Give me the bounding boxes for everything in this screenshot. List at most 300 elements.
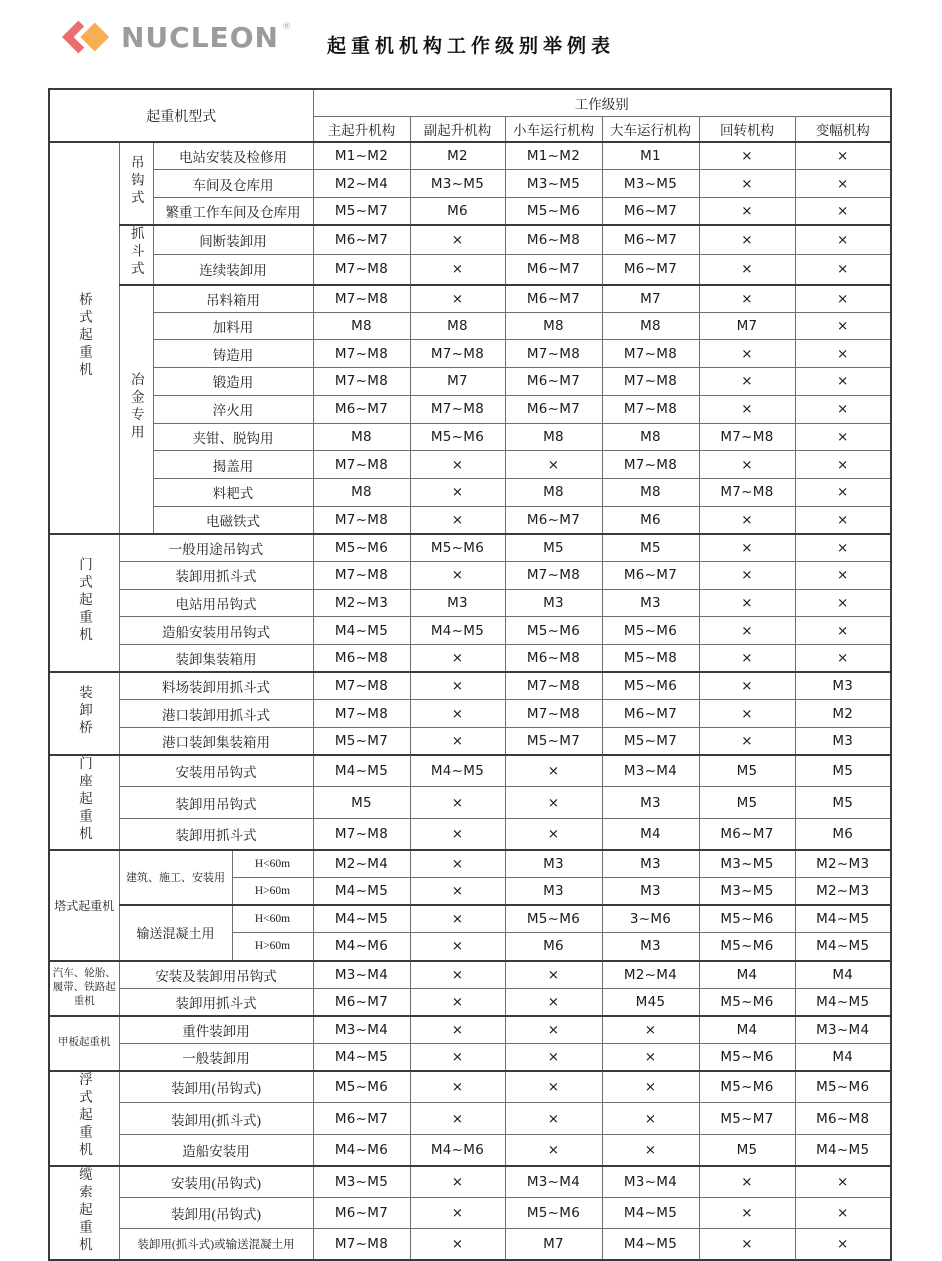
level-value-cell: M5: [505, 534, 602, 562]
level-value-cell: M7~M8: [699, 478, 795, 506]
level-value-cell: ×: [795, 170, 891, 198]
level-value-cell: M5~M6: [505, 1197, 602, 1229]
level-value-cell: ×: [410, 285, 505, 313]
level-value-cell: ×: [505, 818, 602, 850]
level-value-cell: M6~M8: [505, 225, 602, 255]
level-value-cell: M3~M5: [505, 170, 602, 198]
level-value-cell: ×: [410, 1103, 505, 1135]
header-row-1: [49, 89, 891, 116]
level-value-cell: ×: [505, 1134, 602, 1166]
use-label: 吊料箱用: [153, 285, 313, 313]
use-label: 造船安装用吊钩式: [119, 617, 313, 645]
level-value-cell: ×: [505, 961, 602, 989]
table-row: [49, 1044, 891, 1072]
level-value-cell: ×: [505, 755, 602, 787]
column-header: 副起升机构: [410, 116, 505, 142]
level-value-cell: ×: [410, 478, 505, 506]
column-header: 回转机构: [699, 116, 795, 142]
level-value-cell: M7~M8: [313, 506, 410, 534]
use-label: H>60m: [232, 877, 313, 905]
level-value-cell: M7~M8: [313, 451, 410, 479]
level-value-cell: M4: [795, 1044, 891, 1072]
level-value-cell: ×: [699, 285, 795, 313]
level-value-cell: M5~M7: [313, 728, 410, 756]
level-value-cell: ×: [410, 1071, 505, 1103]
table-row: [49, 961, 891, 989]
level-value-cell: ×: [699, 617, 795, 645]
subtype-label: 建筑、施工、安装用: [119, 850, 232, 905]
level-value-cell: M2~M3: [795, 850, 891, 878]
level-value-cell: M7: [699, 312, 795, 340]
level-value-cell: M5~M6: [699, 905, 795, 933]
level-value-cell: M7~M8: [313, 368, 410, 396]
use-label: H<60m: [232, 850, 313, 878]
level-value-cell: M4~M6: [313, 1134, 410, 1166]
level-value-cell: M8: [313, 478, 410, 506]
use-label: 连续装卸用: [153, 255, 313, 285]
level-value-cell: M45: [602, 988, 699, 1016]
level-value-cell: ×: [699, 255, 795, 285]
level-value-cell: M6: [410, 197, 505, 225]
level-value-cell: ×: [410, 818, 505, 850]
level-value-cell: M7~M8: [602, 451, 699, 479]
level-value-cell: M4: [699, 1016, 795, 1044]
level-value-cell: ×: [699, 645, 795, 673]
level-value-cell: M3~M4: [505, 1166, 602, 1198]
use-label: 繁重工作车间及仓库用: [153, 197, 313, 225]
table-row: [49, 905, 891, 933]
level-value-cell: M5~M6: [699, 988, 795, 1016]
level-value-cell: M6~M7: [313, 1103, 410, 1135]
level-value-cell: M5: [699, 787, 795, 819]
level-value-cell: ×: [410, 787, 505, 819]
level-value-cell: M6: [602, 506, 699, 534]
level-value-cell: M4~M5: [795, 933, 891, 961]
level-value-cell: M8: [313, 423, 410, 451]
level-value-cell: M2~M4: [313, 170, 410, 198]
level-value-cell: ×: [795, 617, 891, 645]
level-value-cell: M2~M3: [795, 877, 891, 905]
use-label: 电站用吊钩式: [119, 589, 313, 617]
table-body: [49, 142, 891, 1260]
level-value-cell: M3: [602, 850, 699, 878]
level-value-cell: ×: [505, 1044, 602, 1072]
level-value-cell: M3: [602, 933, 699, 961]
level-value-cell: M5~M6: [699, 1071, 795, 1103]
use-label: 揭盖用: [153, 451, 313, 479]
level-value-cell: M5: [699, 1134, 795, 1166]
level-value-cell: ×: [795, 142, 891, 170]
use-label: 安装用吊钩式: [119, 755, 313, 787]
level-value-cell: ×: [410, 905, 505, 933]
level-value-cell: M7~M8: [602, 340, 699, 368]
level-value-cell: ×: [795, 255, 891, 285]
level-value-cell: M7: [602, 285, 699, 313]
level-value-cell: ×: [410, 451, 505, 479]
level-value-cell: ×: [602, 1044, 699, 1072]
level-value-cell: ×: [795, 506, 891, 534]
level-value-cell: M5~M6: [313, 1071, 410, 1103]
level-value-cell: ×: [795, 451, 891, 479]
level-value-cell: M1~M2: [313, 142, 410, 170]
level-value-cell: M3: [795, 672, 891, 700]
level-value-cell: M7~M8: [699, 423, 795, 451]
level-value-cell: M4~M5: [313, 755, 410, 787]
table-row: [49, 589, 891, 617]
level-value-cell: ×: [410, 933, 505, 961]
use-label: 装卸集装箱用: [119, 645, 313, 673]
use-label: 淬火用: [153, 395, 313, 423]
level-value-cell: ×: [410, 988, 505, 1016]
column-header: 小车运行机构: [505, 116, 602, 142]
subtype-label: 输送混凝土用: [119, 905, 232, 960]
use-label: 加料用: [153, 312, 313, 340]
table-row: [49, 142, 891, 170]
level-value-cell: ×: [699, 534, 795, 562]
level-value-cell: ×: [795, 478, 891, 506]
level-value-cell: ×: [699, 1166, 795, 1198]
level-value-cell: M3~M5: [699, 850, 795, 878]
use-label: 一般用途吊钩式: [119, 534, 313, 562]
level-value-cell: M5~M6: [699, 1044, 795, 1072]
use-label: 装卸用抓斗式: [119, 988, 313, 1016]
table-row: [49, 534, 891, 562]
level-value-cell: M3~M4: [602, 1166, 699, 1198]
subtype-label: 抓斗式: [119, 225, 153, 285]
level-value-cell: ×: [795, 312, 891, 340]
level-value-cell: M7~M8: [313, 255, 410, 285]
level-value-cell: ×: [410, 1229, 505, 1261]
table-row: [49, 787, 891, 819]
level-value-cell: M5~M6: [505, 905, 602, 933]
table-row: [49, 700, 891, 728]
level-value-cell: M5: [699, 755, 795, 787]
level-value-cell: M3~M5: [410, 170, 505, 198]
level-value-cell: M4: [699, 961, 795, 989]
use-label: 安装用(吊钩式): [119, 1166, 313, 1198]
use-label: 装卸用(吊钩式): [119, 1071, 313, 1103]
use-label: 锻造用: [153, 368, 313, 396]
table-row: [49, 368, 891, 396]
level-value-cell: M6: [795, 818, 891, 850]
table-head: [49, 89, 891, 142]
level-value-cell: M3: [410, 589, 505, 617]
level-value-cell: M3: [505, 589, 602, 617]
table-row: [49, 225, 891, 255]
level-header: 工作级别: [313, 89, 891, 116]
use-label: 夹钳、脱钩用: [153, 423, 313, 451]
level-value-cell: ×: [795, 645, 891, 673]
level-value-cell: M5~M7: [313, 197, 410, 225]
use-label: 车间及仓库用: [153, 170, 313, 198]
level-value-cell: M7~M8: [410, 340, 505, 368]
level-value-cell: 3~M6: [602, 905, 699, 933]
level-value-cell: M8: [313, 312, 410, 340]
table-row: [49, 423, 891, 451]
level-value-cell: ×: [795, 395, 891, 423]
use-label: 料耙式: [153, 478, 313, 506]
level-value-cell: M7~M8: [313, 285, 410, 313]
use-label: 装卸用抓斗式: [119, 818, 313, 850]
table-row: [49, 340, 891, 368]
level-value-cell: M7: [505, 1229, 602, 1261]
level-value-cell: M4~M5: [602, 1197, 699, 1229]
level-value-cell: ×: [699, 700, 795, 728]
crane-type-label: 汽车、轮胎、履带、铁路起重机: [49, 961, 119, 1016]
subtype-label: 吊钩式: [119, 142, 153, 225]
level-value-cell: ×: [699, 1197, 795, 1229]
level-value-cell: M5~M6: [602, 672, 699, 700]
level-value-cell: M5~M6: [505, 617, 602, 645]
level-value-cell: ×: [410, 877, 505, 905]
level-value-cell: M4: [795, 961, 891, 989]
use-label: 电磁铁式: [153, 506, 313, 534]
table-row: [49, 478, 891, 506]
level-value-cell: M6~M7: [602, 225, 699, 255]
level-value-cell: M7~M8: [505, 340, 602, 368]
level-value-cell: M6~M8: [505, 645, 602, 673]
level-value-cell: M8: [602, 423, 699, 451]
level-value-cell: M2~M3: [313, 589, 410, 617]
level-value-cell: ×: [795, 197, 891, 225]
level-value-cell: M8: [505, 312, 602, 340]
use-label: 铸造用: [153, 340, 313, 368]
level-value-cell: ×: [410, 255, 505, 285]
level-value-cell: M4~M5: [410, 617, 505, 645]
use-label: 装卸用(抓斗式): [119, 1103, 313, 1135]
level-value-cell: ×: [699, 451, 795, 479]
level-value-cell: M8: [410, 312, 505, 340]
level-value-cell: M5: [313, 787, 410, 819]
level-value-cell: ×: [410, 672, 505, 700]
level-value-cell: M5~M6: [699, 933, 795, 961]
page-header: [0, 0, 942, 88]
level-value-cell: ×: [699, 561, 795, 589]
use-label: 电站安装及检修用: [153, 142, 313, 170]
table-row: [49, 1197, 891, 1229]
level-value-cell: ×: [602, 1016, 699, 1044]
use-label: 装卸用(抓斗式)或输送混凝土用: [119, 1229, 313, 1261]
level-value-cell: M5~M6: [505, 197, 602, 225]
level-value-cell: M6~M7: [313, 225, 410, 255]
level-value-cell: M4~M5: [313, 1044, 410, 1072]
crane-type-label: 浮式起重机: [49, 1071, 119, 1166]
level-value-cell: M6~M7: [505, 506, 602, 534]
crane-type-label: 门座起重机: [49, 755, 119, 850]
level-value-cell: M7~M8: [313, 818, 410, 850]
level-value-cell: ×: [410, 1197, 505, 1229]
level-value-cell: M3: [795, 728, 891, 756]
level-value-cell: M7~M8: [505, 672, 602, 700]
table-row: [49, 850, 891, 878]
level-value-cell: ×: [699, 197, 795, 225]
level-value-cell: M3~M5: [313, 1166, 410, 1198]
level-value-cell: M7~M8: [313, 700, 410, 728]
level-value-cell: M5~M6: [795, 1071, 891, 1103]
level-value-cell: M6~M7: [313, 1197, 410, 1229]
level-value-cell: ×: [795, 534, 891, 562]
table-row: [49, 1229, 891, 1261]
level-value-cell: M7: [410, 368, 505, 396]
level-value-cell: M3: [602, 877, 699, 905]
level-value-cell: M6~M8: [313, 645, 410, 673]
level-value-cell: M3~M4: [795, 1016, 891, 1044]
level-value-cell: M7~M8: [313, 672, 410, 700]
use-label: 料场装卸用抓斗式: [119, 672, 313, 700]
level-value-cell: ×: [410, 1044, 505, 1072]
level-value-cell: ×: [699, 395, 795, 423]
level-value-cell: M8: [505, 423, 602, 451]
level-value-cell: M3: [602, 589, 699, 617]
level-value-cell: M6~M7: [505, 395, 602, 423]
level-value-cell: ×: [410, 1016, 505, 1044]
use-label: 一般装卸用: [119, 1044, 313, 1072]
level-value-cell: M8: [602, 478, 699, 506]
table-row: [49, 312, 891, 340]
level-value-cell: M4~M5: [795, 1134, 891, 1166]
level-value-cell: M5: [795, 787, 891, 819]
level-value-cell: M6~M7: [505, 285, 602, 313]
use-label: H<60m: [232, 905, 313, 933]
level-value-cell: M4~M5: [313, 905, 410, 933]
level-value-cell: ×: [795, 423, 891, 451]
level-value-cell: M4~M5: [795, 905, 891, 933]
level-value-cell: M3: [602, 787, 699, 819]
use-label: H>60m: [232, 933, 313, 961]
level-value-cell: ×: [699, 170, 795, 198]
level-value-cell: ×: [410, 225, 505, 255]
level-value-cell: ×: [410, 561, 505, 589]
level-value-cell: M6~M8: [795, 1103, 891, 1135]
column-header: 变幅机构: [795, 116, 891, 142]
level-value-cell: M6~M7: [505, 368, 602, 396]
table-row: [49, 645, 891, 673]
table-row: [49, 197, 891, 225]
level-value-cell: M6~M7: [602, 700, 699, 728]
table-row: [49, 1166, 891, 1198]
level-value-cell: M6~M7: [313, 395, 410, 423]
table-row: [49, 988, 891, 1016]
table-row: [49, 170, 891, 198]
level-value-cell: ×: [699, 1229, 795, 1261]
level-value-cell: M5~M7: [602, 728, 699, 756]
use-label: 间断装卸用: [153, 225, 313, 255]
level-value-cell: M7~M8: [313, 561, 410, 589]
level-value-cell: M5~M8: [602, 645, 699, 673]
registered-mark: ®: [281, 21, 292, 32]
level-value-cell: M4~M6: [410, 1134, 505, 1166]
level-value-cell: M7~M8: [313, 340, 410, 368]
table-row: [49, 1134, 891, 1166]
level-value-cell: ×: [410, 645, 505, 673]
level-value-cell: ×: [410, 961, 505, 989]
level-value-cell: ×: [410, 850, 505, 878]
table-row: [49, 1016, 891, 1044]
level-value-cell: ×: [505, 1016, 602, 1044]
level-value-cell: M6~M7: [602, 197, 699, 225]
crane-work-level-table: [48, 88, 892, 1261]
level-value-cell: M1: [602, 142, 699, 170]
level-value-cell: M3~M5: [602, 170, 699, 198]
crane-type-label: 装卸桥: [49, 672, 119, 755]
level-value-cell: M1~M2: [505, 142, 602, 170]
use-label: 港口装卸用抓斗式: [119, 700, 313, 728]
level-value-cell: ×: [505, 1103, 602, 1135]
level-value-cell: M5~M6: [313, 534, 410, 562]
level-value-cell: M4: [602, 818, 699, 850]
level-value-cell: M7~M8: [602, 368, 699, 396]
level-value-cell: ×: [410, 1166, 505, 1198]
column-header: 大车运行机构: [602, 116, 699, 142]
level-value-cell: M5~M6: [410, 534, 505, 562]
use-label: 港口装卸集装箱用: [119, 728, 313, 756]
level-value-cell: ×: [795, 285, 891, 313]
level-value-cell: M6~M7: [602, 255, 699, 285]
level-value-cell: M4~M5: [795, 988, 891, 1016]
level-value-cell: M3~M5: [699, 877, 795, 905]
brand-wordmark: NUCLEON ®: [121, 20, 292, 54]
level-value-cell: ×: [505, 787, 602, 819]
level-value-cell: ×: [410, 506, 505, 534]
level-value-cell: ×: [410, 728, 505, 756]
level-value-cell: ×: [602, 1103, 699, 1135]
level-value-cell: M5~M6: [410, 423, 505, 451]
level-value-cell: ×: [699, 506, 795, 534]
level-value-cell: M6~M7: [699, 818, 795, 850]
crane-type-label: 塔式起重机: [49, 850, 119, 961]
table-row: [49, 561, 891, 589]
use-label: 装卸用(吊钩式): [119, 1197, 313, 1229]
level-value-cell: M3~M4: [313, 961, 410, 989]
level-value-cell: ×: [505, 451, 602, 479]
table-row: [49, 451, 891, 479]
column-header: 主起升机构: [313, 116, 410, 142]
use-label: 造船安装用: [119, 1134, 313, 1166]
level-value-cell: ×: [795, 340, 891, 368]
level-value-cell: ×: [795, 561, 891, 589]
level-value-cell: M4~M5: [602, 1229, 699, 1261]
use-label: 重件装卸用: [119, 1016, 313, 1044]
level-value-cell: M3: [505, 877, 602, 905]
level-value-cell: M6~M7: [313, 988, 410, 1016]
level-value-cell: ×: [795, 225, 891, 255]
level-value-cell: M7~M8: [505, 561, 602, 589]
level-value-cell: ×: [699, 589, 795, 617]
page-title: 起重机机构工作级别举例表: [326, 35, 615, 57]
level-value-cell: M5~M7: [505, 728, 602, 756]
level-value-cell: ×: [795, 368, 891, 396]
table-row: [49, 255, 891, 285]
crane-type-label: 缆索起重机: [49, 1166, 119, 1261]
level-value-cell: ×: [795, 589, 891, 617]
table-row: [49, 285, 891, 313]
crane-type-label: 甲板起重机: [49, 1016, 119, 1071]
level-value-cell: M7~M8: [410, 395, 505, 423]
level-value-cell: ×: [505, 988, 602, 1016]
level-value-cell: M5~M6: [602, 617, 699, 645]
level-value-cell: M7~M8: [505, 700, 602, 728]
table-row: [49, 506, 891, 534]
use-label: 装卸用吊钩式: [119, 787, 313, 819]
crane-type-label: 桥式起重机: [49, 142, 119, 534]
level-value-cell: M4~M5: [313, 877, 410, 905]
table-row: [49, 728, 891, 756]
level-value-cell: ×: [602, 1071, 699, 1103]
level-value-cell: ×: [795, 1197, 891, 1229]
level-value-cell: M5: [602, 534, 699, 562]
level-value-cell: M2: [795, 700, 891, 728]
level-value-cell: ×: [699, 672, 795, 700]
